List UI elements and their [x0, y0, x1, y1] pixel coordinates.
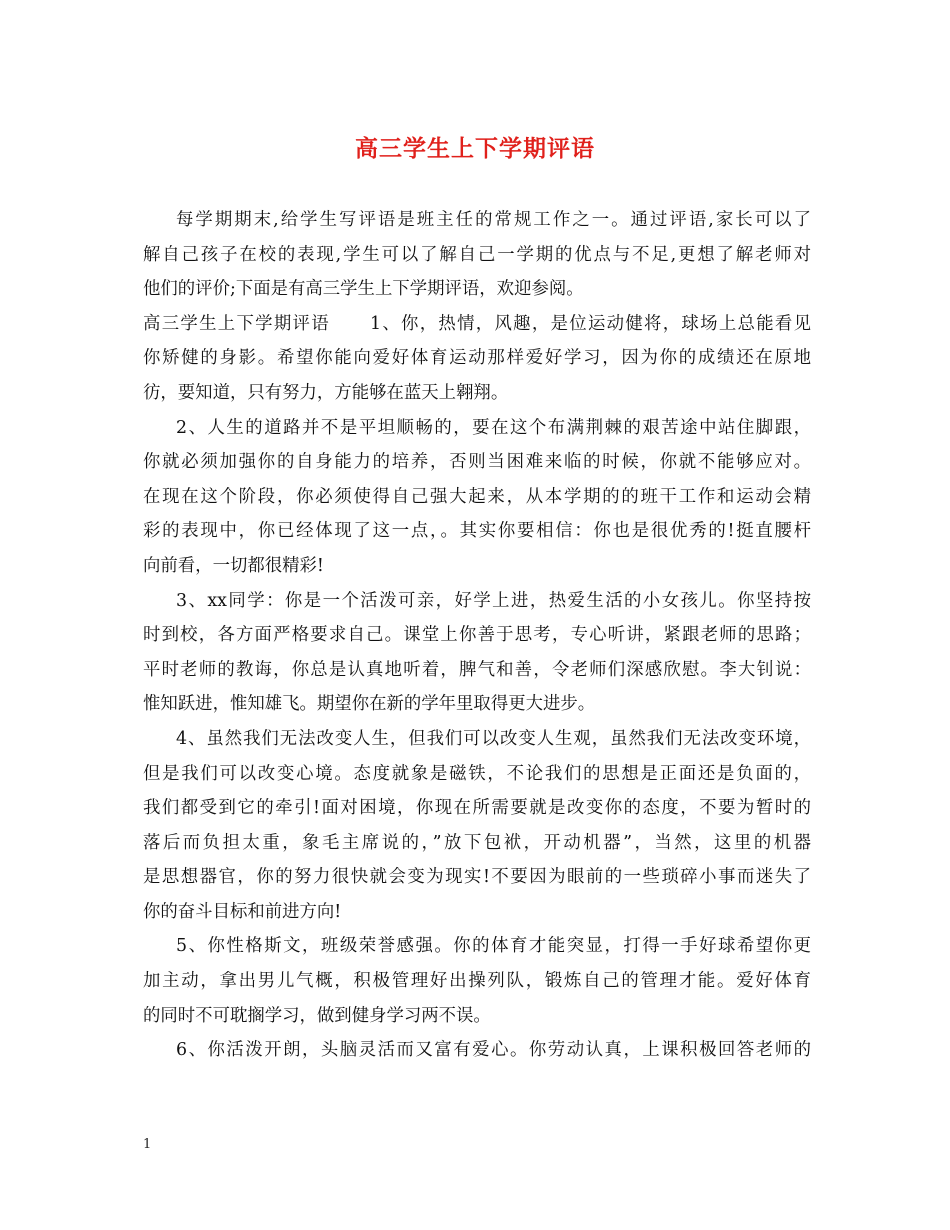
- text-line: 彷，要知道，只有努力，方能够在蓝天上翱翔。: [143, 382, 509, 403]
- section-heading: 高三学生上下学期评语: [143, 313, 330, 334]
- text-line: [143, 307, 811, 342]
- text-line: 但是我们可以改变心境。态度就象是磁铁，不论我们的思想是正面还是负面的，: [143, 763, 811, 784]
- text-line: 是思想器官，你的努力很快就会变为现实!不要因为眼前的一些琐碎小事而迷失了: [143, 867, 811, 888]
- text-line: 6、你活泼开朗，头脑灵活而又富有爱心。你劳动认真，上课积极回答老师的: [176, 1040, 811, 1061]
- text-line: 2、人生的道路并不是平坦顺畅的，要在这个布满荆棘的艰苦途中站住脚跟，: [176, 417, 811, 438]
- text-line: 3、xx同学：你是一个活泼可亲，好学上进，热爱生活的小女孩儿。你坚持按: [176, 590, 811, 611]
- text-line: 4、虽然我们无法改变人生，但我们可以改变人生观，虽然我们无法改变环境，: [176, 728, 811, 749]
- text-line: 5、你性格斯文，班级荣誉感强。你的体育才能突显，打得一手好球希望你更: [176, 936, 811, 957]
- document-body: [143, 203, 811, 1068]
- text-line: 向前看，一切都很精彩!: [143, 555, 324, 576]
- text-line: 每学期期末,给学生写评语是班主任的常规工作之一。通过评语,家长可以了: [176, 210, 811, 230]
- page-number: 1: [143, 1137, 152, 1152]
- text-line: 加主动，拿出男儿气概，积极管理好出操列队，锻炼自己的管理才能。爱好体育: [143, 971, 811, 992]
- document-title: 高三学生上下学期评语: [355, 135, 595, 162]
- text-line: 他们的评价;下面是有高三学生上下学期评语，欢迎参阅。: [143, 279, 584, 300]
- text-line: 你就必须加强你的自身能力的培养，否则当困难来临的时候，你就不能够应对。: [143, 452, 811, 473]
- text-line: 平时老师的教诲，你总是认真地听着，脾气和善，令老师们深感欣慰。李大钊说：: [143, 659, 811, 680]
- text-line: 落后而负担太重，象毛主席说的，”放下包袱，开动机器”，当然，这里的机器: [143, 832, 811, 853]
- text-line: 彩的表现中，你已经体现了这一点，。其实你要相信：你也是很优秀的!挺直腰杆: [143, 521, 811, 542]
- text-line: 在现在这个阶段，你必须使得自己强大起来，从本学期的的班干工作和运动会精: [143, 486, 811, 507]
- text-line: 解自己孩子在校的表现,学生可以了解自己一学期的优点与不足,更想了解老师对: [143, 244, 811, 265]
- text-line: 时到校，各方面严格要求自己。课堂上你善于思考，专心听讲，紧跟老师的思路；: [143, 625, 811, 646]
- text-line: 的同时不可耽搁学习，做到健身学习两不误。: [143, 1005, 491, 1026]
- comment-1-start: 1、你，热情，风趣，是位运动健将，球场上总能看见: [369, 313, 811, 334]
- text-line: 我们都受到它的牵引!面对困境，你现在所需要就是改变你的态度，不要为暂时的: [143, 798, 811, 819]
- text-line: 你矫健的身影。希望你能向爱好体育运动那样爱好学习，因为你的成绩还在原地: [143, 348, 811, 369]
- text-line: 你的奋斗目标和前进方向!: [143, 901, 342, 922]
- text-line: 惟知跃进，惟知雄飞。期望你在新的学年里取得更大进步。: [143, 694, 596, 715]
